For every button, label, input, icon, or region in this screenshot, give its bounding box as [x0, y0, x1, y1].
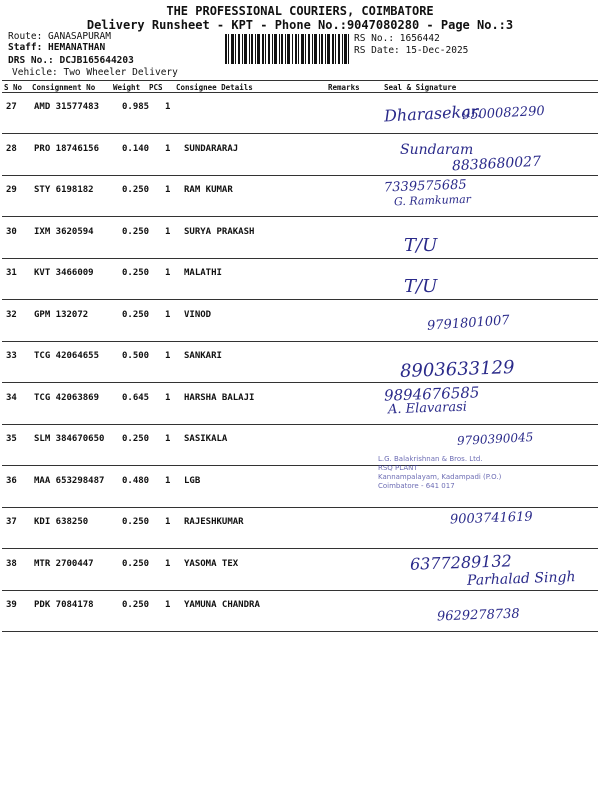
- rs-number: RS No.: 1656442: [354, 33, 440, 44]
- row-weight: 0.250: [122, 309, 150, 320]
- col-consignee: Consignee Details: [176, 83, 253, 92]
- row-sno: 38: [6, 558, 17, 569]
- col-seal: Seal & Signature: [384, 83, 457, 92]
- signature-secondary: 9500082290: [461, 103, 546, 124]
- row-consignee: RAM KUMAR: [184, 185, 233, 195]
- row-pcs: 1: [165, 392, 171, 403]
- row-consignment-no: PDK 7084178: [34, 600, 94, 610]
- row-consignment-no: STY 6198182: [34, 185, 94, 195]
- row-pcs: 1: [165, 102, 171, 112]
- staff-label: Staff: HEMANATHAN: [8, 42, 106, 53]
- row-pcs: 1: [165, 558, 171, 569]
- row-sno: 29: [6, 185, 17, 195]
- row-consignee: SANKARI: [184, 351, 222, 361]
- page-title: THE PROFESSIONAL COURIERS, COIMBATORE: [166, 4, 434, 18]
- col-remarks: Remarks: [328, 83, 360, 92]
- row-pcs: 1: [165, 351, 171, 361]
- barcode: [225, 34, 349, 64]
- signature-secondary: Parhalad Singh: [466, 568, 576, 589]
- drs-number: DRS No.: DCJB165644203: [8, 55, 134, 66]
- signature-primary: T/U: [404, 234, 438, 256]
- row-sno: 34: [6, 392, 17, 403]
- row-consignment-no: TCG 42064655: [34, 351, 100, 361]
- row-consignee: YASOMA TEX: [184, 558, 239, 569]
- row-weight: 0.250: [122, 558, 150, 569]
- row-consignee: RAJESHKUMAR: [184, 517, 244, 527]
- row-sno: 31: [6, 268, 17, 278]
- row-consignee: SURYA PRAKASH: [184, 226, 255, 237]
- row-weight: 0.140: [122, 143, 150, 154]
- col-consignment: Consignment No: [32, 83, 96, 92]
- signature-primary: T/U: [404, 276, 438, 297]
- row-weight: 0.250: [122, 600, 150, 610]
- row-pcs: 1: [165, 143, 171, 154]
- signature-secondary: A. Elavarasi: [387, 399, 468, 417]
- signature-secondary: 8838680027: [451, 153, 542, 174]
- row-weight: 0.645: [122, 392, 150, 403]
- row-sno: 30: [6, 226, 17, 237]
- row-consignment-no: SLM 384670650: [34, 434, 105, 444]
- row-sno: 35: [6, 434, 17, 444]
- row-consignee: MALATHI: [184, 268, 222, 278]
- row-consignment-no: KDI 638250: [34, 517, 89, 527]
- row-sno: 33: [6, 351, 17, 361]
- stamp-line-2: RSQ PLANT: [378, 464, 418, 472]
- table-row: [2, 175, 598, 217]
- row-consignee: YAMUNA CHANDRA: [184, 600, 260, 610]
- signature-primary: 7339575685: [383, 177, 467, 196]
- signature-primary: 9791801007: [426, 312, 511, 334]
- table-row: [2, 549, 598, 591]
- row-consignee: HARSHA BALAJI: [184, 392, 255, 403]
- table-row: [2, 383, 598, 425]
- signature-primary: 9790390045: [456, 430, 534, 448]
- row-pcs: 1: [165, 517, 171, 527]
- row-pcs: 1: [165, 434, 171, 444]
- signature-primary: 9003741619: [449, 509, 533, 528]
- row-weight: 0.250: [122, 517, 150, 527]
- row-weight: 0.480: [122, 475, 150, 486]
- row-weight: 0.250: [122, 268, 150, 278]
- row-pcs: 1: [165, 475, 171, 486]
- row-sno: 28: [6, 143, 17, 154]
- row-consignment-no: PRO 18746156: [34, 143, 100, 154]
- row-pcs: 1: [165, 309, 171, 320]
- row-consignment-no: AMD 31577483: [34, 102, 100, 112]
- row-consignee: VINOD: [184, 309, 212, 320]
- signature-primary: Dharasekar.: [383, 101, 483, 126]
- table-row: [2, 134, 598, 176]
- row-consignment-no: MTR 2700447: [34, 558, 94, 569]
- row-rule: [2, 631, 598, 632]
- row-consignment-no: MAA 653298487: [34, 475, 105, 486]
- signature-primary: 6377289132: [409, 550, 513, 574]
- signature-primary: 9894676585: [383, 382, 480, 405]
- table-row: [2, 92, 598, 134]
- route-label: Route: GANASAPURAM: [8, 31, 111, 42]
- table-row: [2, 217, 598, 259]
- col-weight: Weight: [113, 83, 141, 92]
- row-consignment-no: TCG 42063869: [34, 392, 100, 403]
- stamp-line-1: L.G. Balakrishnan & Bros. Ltd.: [378, 455, 483, 463]
- stamp-line-4: Coimbatore - 641 017: [378, 482, 455, 490]
- row-pcs: 1: [165, 268, 171, 278]
- table-top-rule: [2, 80, 598, 81]
- row-sno: 27: [6, 102, 17, 112]
- row-consignee: SASIKALA: [184, 434, 228, 444]
- row-weight: 0.250: [122, 434, 150, 444]
- row-sno: 36: [6, 475, 17, 486]
- row-pcs: 1: [165, 600, 171, 610]
- row-weight: 0.250: [122, 185, 150, 195]
- company-stamp: [378, 455, 568, 515]
- row-consignment-no: IXM 3620594: [34, 226, 94, 237]
- signature-primary: Sundaram: [400, 141, 474, 158]
- row-weight: 0.250: [122, 226, 150, 237]
- signature-primary: 9629278738: [436, 606, 520, 625]
- table-row: [2, 258, 598, 300]
- row-consignment-no: GPM 132072: [34, 309, 89, 320]
- row-pcs: 1: [165, 185, 171, 195]
- page-subtitle: Delivery Runsheet - KPT - Phone No.:9047080280 - Page No.:3: [86, 18, 514, 32]
- row-consignee: LGB: [184, 475, 201, 486]
- col-pcs: PCS: [149, 83, 163, 92]
- row-weight: 0.985: [122, 102, 150, 112]
- stamp-line-3: Kannampalayam, Kadampadi (P.O.): [378, 473, 502, 481]
- table-row: [2, 341, 598, 383]
- row-sno: 37: [6, 517, 17, 527]
- row-sno: 32: [6, 309, 17, 320]
- col-sno: S No: [4, 83, 23, 92]
- signature-primary: 8903633129: [399, 357, 515, 382]
- signature-secondary: G. Ramkumar: [393, 192, 472, 209]
- row-consignment-no: KVT 3466009: [34, 268, 94, 278]
- rs-date: RS Date: 15-Dec-2025: [354, 45, 469, 56]
- row-pcs: 1: [165, 226, 171, 237]
- table-row: [2, 590, 598, 632]
- row-consignee: SUNDARARAJ: [184, 143, 239, 154]
- table-row: [2, 300, 598, 342]
- row-sno: 39: [6, 600, 17, 610]
- vehicle-label: Vehicle: Two Wheeler Delivery: [12, 67, 178, 78]
- row-weight: 0.500: [122, 351, 150, 361]
